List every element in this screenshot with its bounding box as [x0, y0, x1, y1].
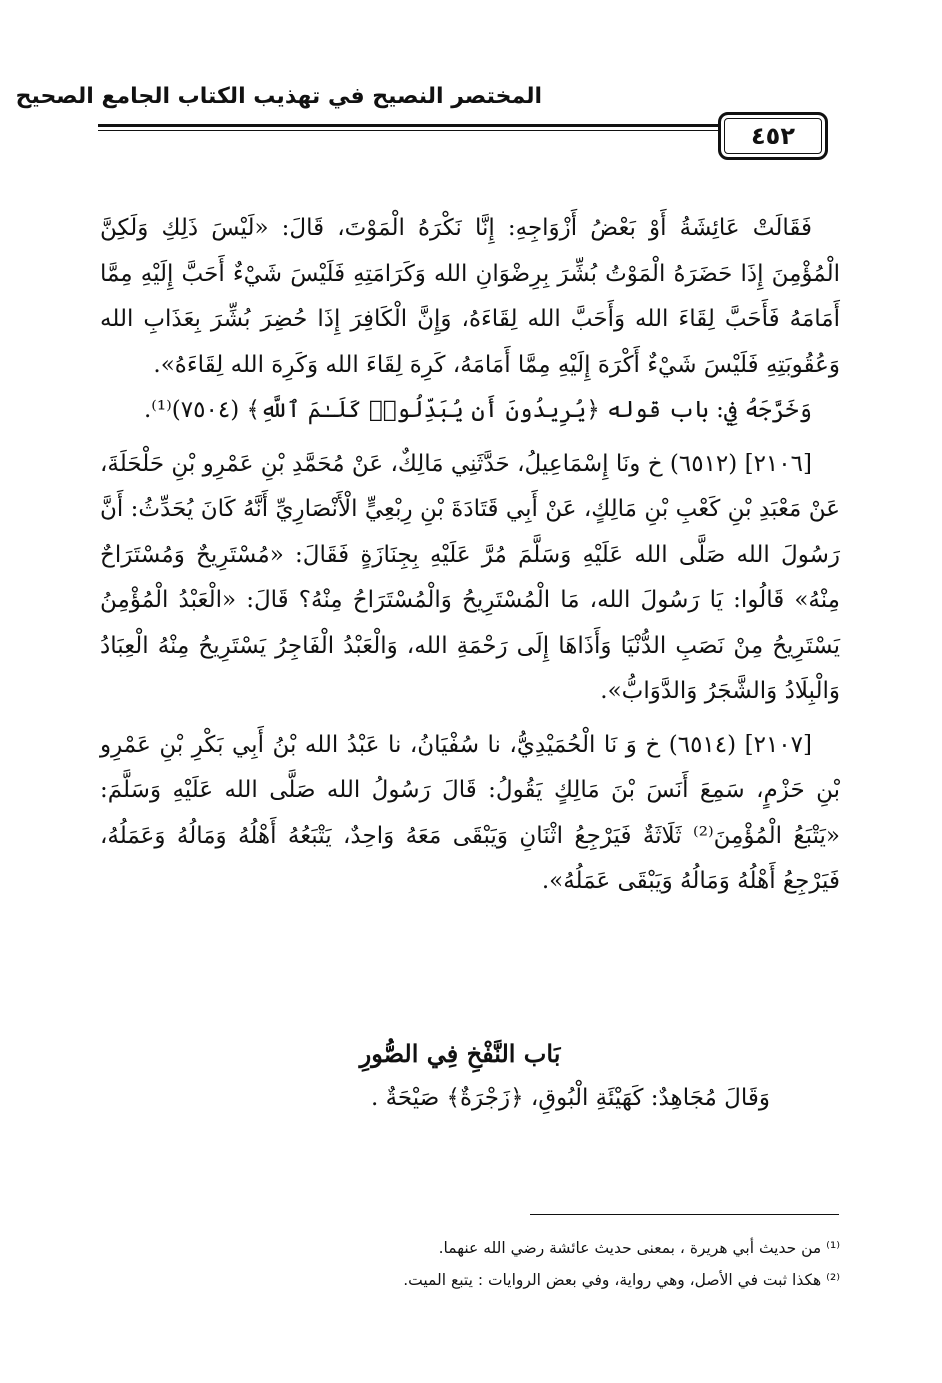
main-text [100, 206, 840, 905]
paragraph-hadith-2107: [٢١٠٧] (٦٥١٤) خ وَ نَا الْحُمَيْدِيُّ، نا سُفْيَانُ، نا عَبْدُ الله بْنُ أَبِي بَكْرِ بْنِ عَمْرِو بْنِ حَزْمٍ، سَمِعَ أَنَسَ بْنَ مَالِكٍ يَقُولُ: قَالَ رَسُولُ الله صَلَّى الله عَلَيْهِ وَسَلَّمَ: «يَتْبَعُ الْمُؤْمِنَ⁽²⁾ ثَلَاثَةٌ فَيَرْجِعُ اثْنَانِ وَيَبْقَى مَعَهُ وَاحِدٌ، يَتْبَعُهُ أَهْلُهُ وَمَالُهُ وَعَمَلُهُ، فَيَرْجِعُ أَهْلُهُ وَمَالُهُ وَيَبْقَى عَمَلُهُ». [100, 731, 840, 894]
footnote-1: ⁽¹⁾ من حديث أبي هريرة ، بمعنى حديث عائشة رضي الله عنهما. [438, 1239, 840, 1257]
page-number-frame [718, 112, 828, 160]
footnotes [300, 1232, 840, 1296]
chapter-title: بَاب النَّفْخِ فِي الصُّورِ [359, 1039, 561, 1068]
paragraph-hadith-2106: [٢١٠٦] (٦٥١٢) خ ونَا إِسْمَاعِيلُ، حَدَّثَنِي مَالِكٌ، عَنْ مُحَمَّدِ بْنِ عَمْرِو بْنِ حَلْحَلَةَ، عَنْ مَعْبَدِ بْنِ كَعْبِ بْنِ مَالِكٍ، عَنْ أَبِي قَتَادَةَ بْنِ رِبْعِيٍّ الْأَنْصَارِيِّ أَنَّهُ كَانَ يُحَدِّثُ: أَنَّ رَسُولَ الله صَلَّى الله عَلَيْهِ وَسَلَّمَ مُرَّ عَلَيْهِ بِجِنَازَةٍ فَقَالَ: «مُسْتَرِيحٌ وَمُسْتَرَاحٌ مِنْهُ» قَالُوا: يَا رَسُولَ الله، مَا الْمُسْتَرِيحُ وَالْمُسْتَرَاحُ مِنْهُ؟ قَالَ: «الْعَبْدُ الْمُؤْمِنُ يَسْتَرِيحُ مِنْ نَصَبِ الدُّنْيَا وَأَذَاهَا إِلَى رَحْمَةِ الله، وَالْعَبْدُ الْفَاجِرُ يَسْتَرِيحُ مِنْهُ الْعِبَادُ وَالْبِلَادُ وَالشَّجَرُ وَالدَّوَابُّ». [100, 450, 840, 704]
page-number: ٤٥٢ [751, 122, 795, 150]
paragraph-hadith-continuation: فَقَالَتْ عَائِشَةُ أَوْ بَعْضُ أَزْوَاجِهِ: إِنَّا نَكْرَهُ الْمَوْتَ، قَالَ: «لَيْسَ ذَلِكِ وَلَكِنَّ الْمُؤْمِنَ إِذَا حَضَرَهُ الْمَوْتُ بُشِّرَ بِرِضْوَانِ الله وَكَرَامَتِهِ فَلَيْسَ شَيْءٌ أَحَبَّ إِلَيْهِ مِمَّا أَمَامَهُ فَأَحَبَّ لِقَاءَ الله وَأَحَبَّ الله لِقَاءَهُ، وَإِنَّ الْكَافِرَ إِذَا حُضِرَ بُشِّرَ بِعَذَابِ الله وَعُقُوبَتِهِ فَلَيْسَ شَيْءٌ أَكْرَهَ إِلَيْهِ مِمَّا أَمَامَهُ، كَرِهَ لِقَاءَ الله وَكَرِهَ الله لِقَاءَهُ». [100, 215, 840, 378]
footnote-2: ⁽²⁾ هكذا ثبت في الأصل، وهي رواية، وفي بعض الروايات : يتبع الميت. [403, 1271, 840, 1289]
running-title: المختصر النصيح في تهذيب الكتاب الجامع الصحيح [15, 84, 542, 109]
paragraph-cross-reference: وَخَرَّجَهُ فِي: باب قوله ﴿يُرِيدُونَ أَن يُبَدِّلُوا۟ كَلَـٰمَ ٱللَّهِ﴾ (٧٥٠٤)⁽¹⁾. [143, 397, 812, 423]
chapter-mujahid-quote: وَقَالَ مُجَاهِدٌ: كَهَيْئَةِ الْبُوقِ، ﴿زَجْرَةٌ﴾ صَيْحَةٌ . [370, 1085, 770, 1111]
chapter-section [100, 1032, 840, 1120]
footnote-separator [530, 1214, 839, 1215]
